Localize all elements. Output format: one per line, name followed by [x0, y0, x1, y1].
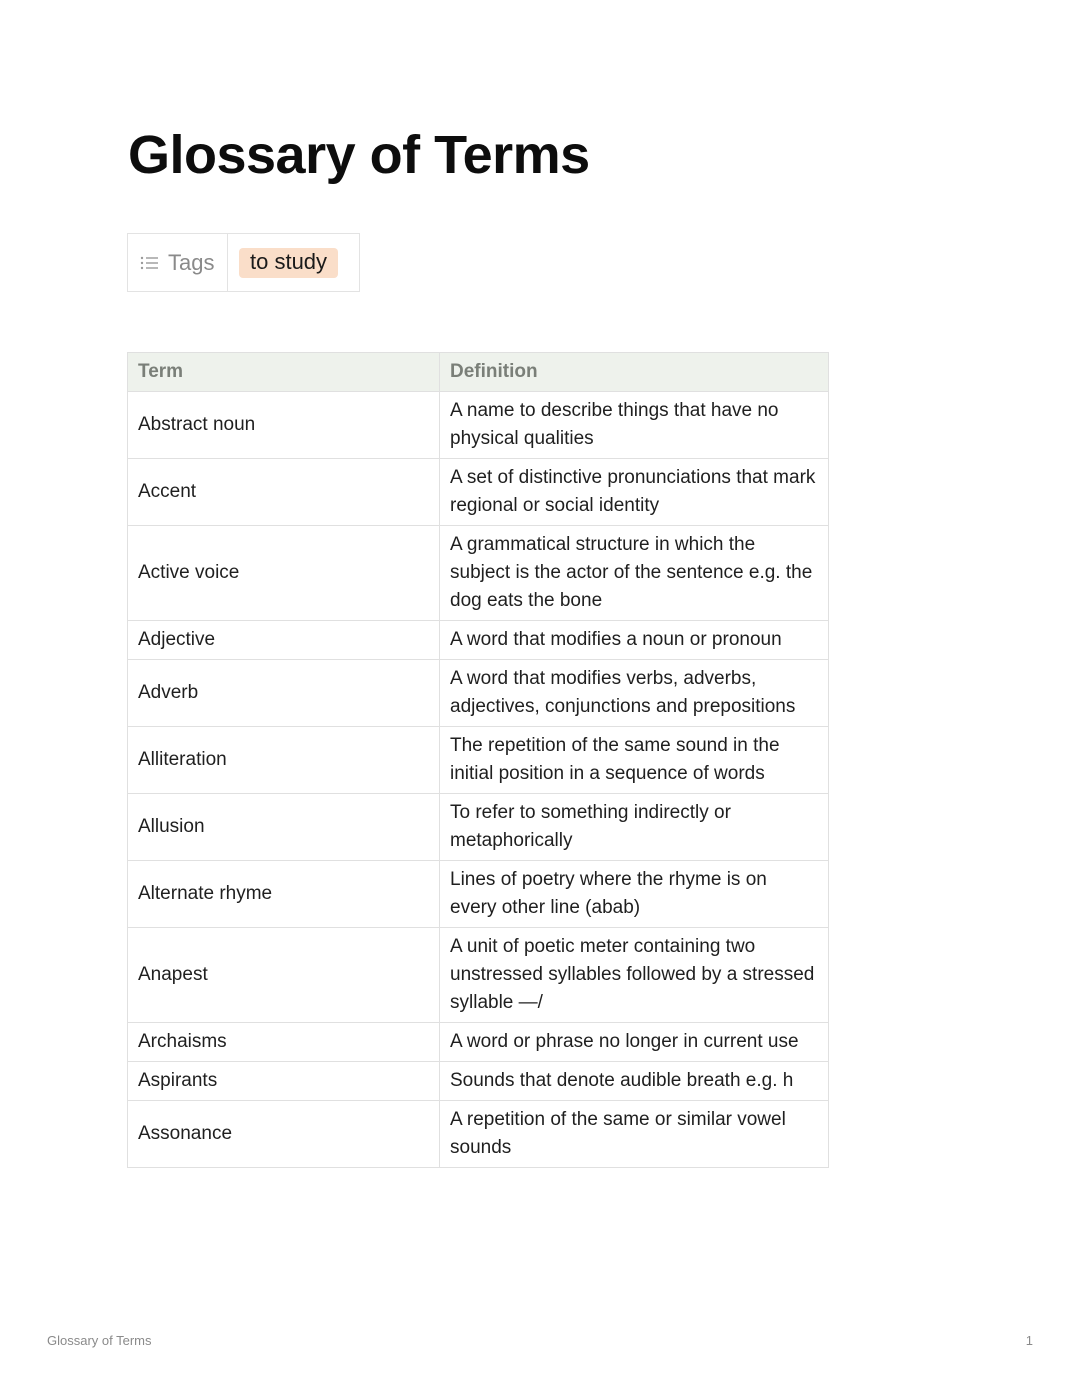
footer-doc-title: Glossary of Terms	[47, 1333, 152, 1348]
definition-cell: A word that modifies verbs, adverbs, adjectives, conjunctions and prepositions	[440, 660, 829, 727]
table-row	[128, 392, 829, 459]
term-cell: Active voice	[128, 526, 440, 621]
definition-cell: A repetition of the same or similar vowel sounds	[440, 1101, 829, 1168]
definition-cell: A grammatical structure in which the subject is the actor of the sentence e.g. the dog eats the bone	[440, 526, 829, 621]
tags-label: Tags	[168, 249, 215, 275]
page-title: Glossary of Terms	[128, 125, 590, 185]
definition-cell: Sounds that denote audible breath e.g. h	[440, 1062, 829, 1101]
term-cell: Assonance	[128, 1101, 440, 1168]
glossary-table	[127, 352, 829, 1168]
table-row	[128, 794, 829, 861]
term-cell: Allusion	[128, 794, 440, 861]
table-row	[128, 660, 829, 727]
column-header-definition: Definition	[440, 353, 829, 392]
term-cell: Aspirants	[128, 1062, 440, 1101]
term-cell: Adjective	[128, 621, 440, 660]
definition-cell: The repetition of the same sound in the initial position in a sequence of words	[440, 727, 829, 794]
tags-value[interactable]	[228, 234, 359, 291]
definition-cell: A word that modifies a noun or pronoun	[440, 621, 829, 660]
column-header-term: Term	[128, 353, 440, 392]
table-row	[128, 621, 829, 660]
table-row	[128, 861, 829, 928]
footer-page-number: 1	[1025, 1333, 1033, 1348]
term-cell: Alternate rhyme	[128, 861, 440, 928]
table-row	[128, 928, 829, 1023]
tags-property-label	[128, 234, 228, 291]
table-header-row	[128, 353, 829, 392]
tag-badge[interactable]: to study	[239, 248, 338, 278]
term-cell: Adverb	[128, 660, 440, 727]
table-row	[128, 1101, 829, 1168]
definition-cell: A word or phrase no longer in current use	[440, 1023, 829, 1062]
definition-cell: A unit of poetic meter containing two unstressed syllables followed by a stressed syllable —/	[440, 928, 829, 1023]
definition-cell: To refer to something indirectly or metaphorically	[440, 794, 829, 861]
term-cell: Abstract noun	[128, 392, 440, 459]
term-cell: Alliteration	[128, 727, 440, 794]
table-row	[128, 459, 829, 526]
table-row	[128, 727, 829, 794]
definition-cell: A name to describe things that have no physical qualities	[440, 392, 829, 459]
term-cell: Archaisms	[128, 1023, 440, 1062]
term-cell: Anapest	[128, 928, 440, 1023]
properties-block	[127, 233, 360, 292]
table-row	[128, 526, 829, 621]
table-row	[128, 1062, 829, 1101]
table-row	[128, 1023, 829, 1062]
term-cell: Accent	[128, 459, 440, 526]
definition-cell: Lines of poetry where the rhyme is on every other line (abab)	[440, 861, 829, 928]
list-icon	[140, 256, 158, 270]
definition-cell: A set of distinctive pronunciations that mark regional or social identity	[440, 459, 829, 526]
